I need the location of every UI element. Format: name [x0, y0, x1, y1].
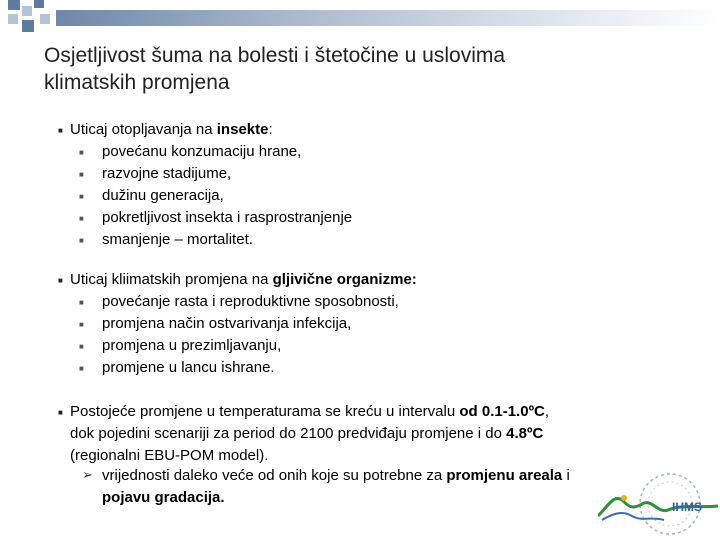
section-3-line-1: Postojeće promjene u temperaturama se kreću u intervalu od 0.1-1.0ºC, [70, 403, 550, 420]
sub-bullet-icon: ■ [79, 236, 84, 245]
title-line-2: klimatskih promjena [44, 71, 230, 94]
sub-conclusion-line-1: vrijednosti daleko veće od onih koje su potrebne za promjenu areala i [102, 467, 570, 484]
slide-title [44, 42, 664, 96]
section-1-heading: Uticaj otopljavanja na insekte: [70, 121, 273, 138]
section-3-line-3: (regionalni EBU-POM model). [70, 447, 269, 464]
list-item: promjena način ostvarivanja infekcija, [102, 315, 352, 332]
arrow-bullet-icon: ➢ [82, 467, 93, 482]
sub-bullet-icon: ■ [79, 148, 84, 157]
list-item: pokretljivost insekta i rasprostranjenje [102, 209, 353, 226]
list-item: promjene u lancu ishrane. [102, 359, 275, 376]
bullet-icon: ■ [58, 408, 63, 417]
list-item: dužinu generacija, [102, 187, 224, 204]
section-2-heading: Uticaj kliimatskih promjena na gljivične organizme: [70, 271, 417, 288]
list-item: smanjenje – mortalitet. [102, 231, 253, 248]
ihms-logo [598, 470, 718, 536]
sub-bullet-icon: ■ [79, 214, 84, 223]
sub-bullet-icon: ■ [79, 364, 84, 373]
logo-text: IHMS [672, 500, 702, 514]
sub-conclusion-line-2: pojavu gradacija. [102, 489, 225, 506]
bullet-icon: ■ [58, 126, 63, 135]
sub-bullet-icon: ■ [79, 170, 84, 179]
list-item: povećanje rasta i reproduktivne sposobnosti, [102, 293, 399, 310]
list-item: promjena u prezimljavanju, [102, 337, 282, 354]
sub-bullet-icon: ■ [79, 320, 84, 329]
title-line-1: Osjetljivost šuma na bolesti i štetočine u uslovima [44, 44, 506, 67]
list-item: povećanu konzumaciju hrane, [102, 143, 302, 160]
sub-bullet-icon: ■ [79, 192, 84, 201]
sub-bullet-icon: ■ [79, 298, 84, 307]
section-3-line-2: dok pojedini scenariji za period do 2100 predviđaju promjene i do 4.8ºC [70, 425, 544, 442]
list-item: razvojne stadijume, [102, 165, 232, 182]
sub-bullet-icon: ■ [79, 342, 84, 351]
header-decoration [0, 0, 720, 36]
bullet-icon: ■ [58, 276, 63, 285]
